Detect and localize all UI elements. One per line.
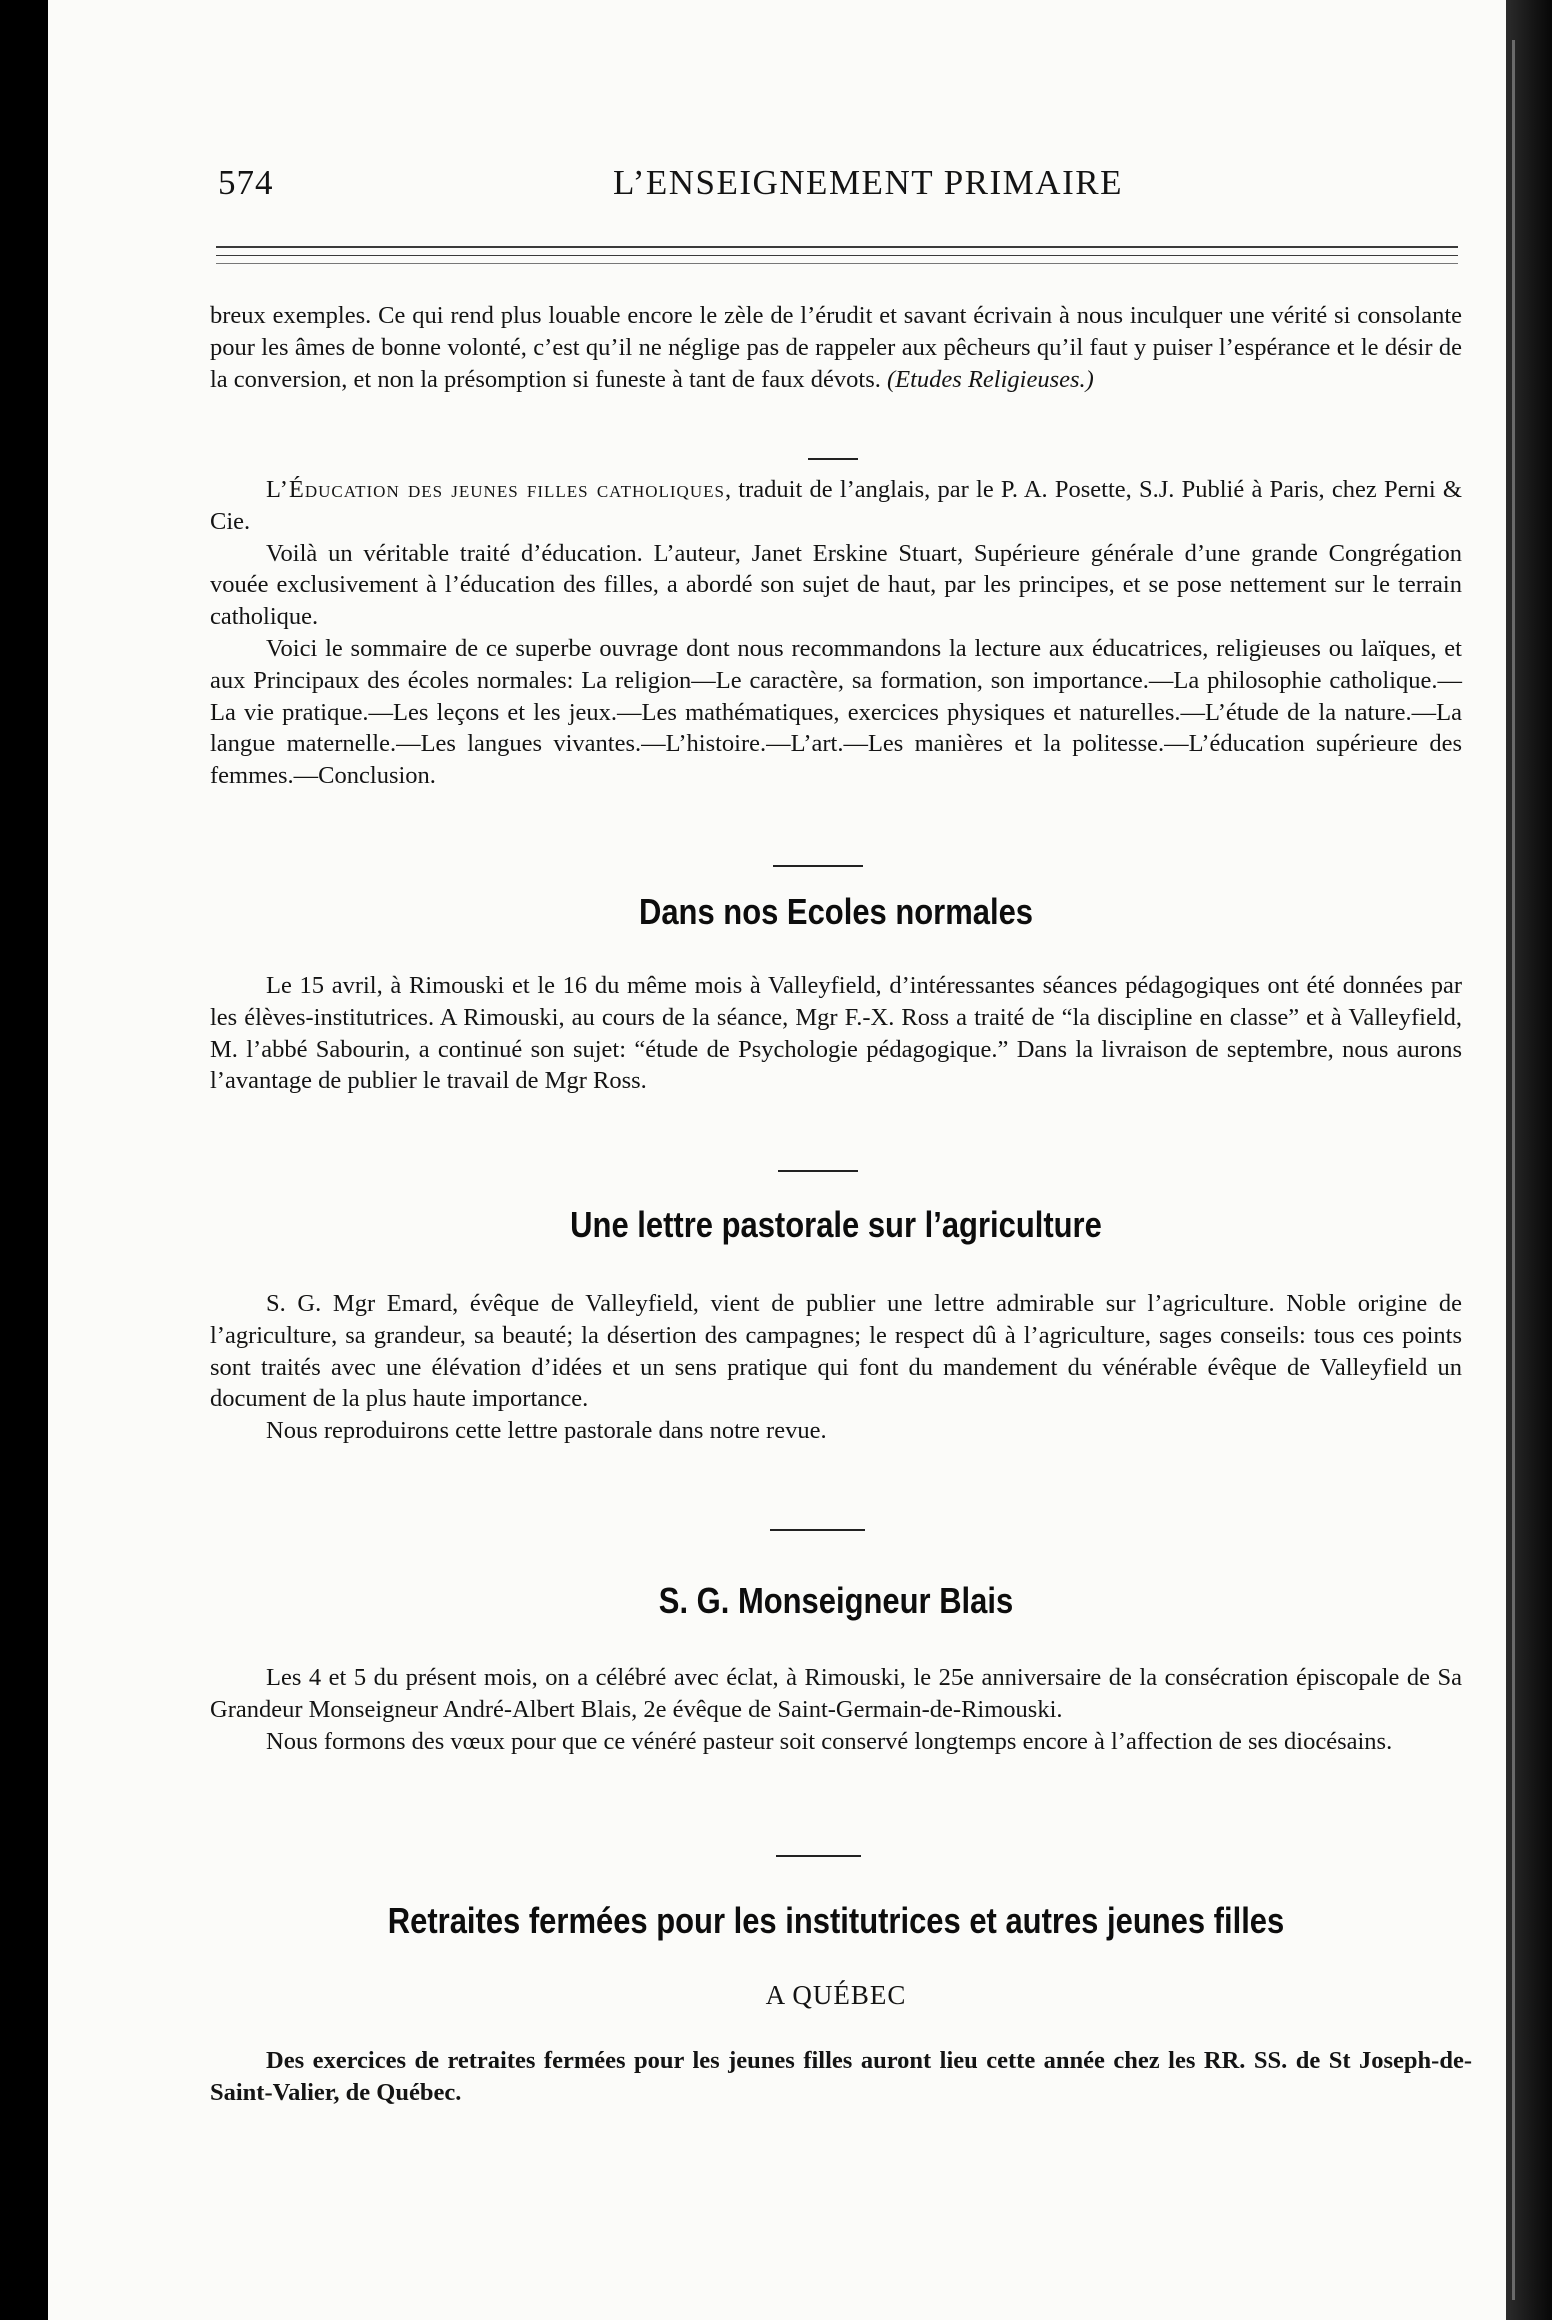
blais-paragraph-2: Nous formons des vœux pour que ce vénéré pasteur soit conservé longtemps encore à l’affection de ses diocésains. bbox=[266, 1727, 1393, 1755]
book-review-paragraph-1: Voilà un véritable traité d’éducation. L’auteur, Janet Erskine Stuart, Supérieure générale d’une grande Congrégation vouée exclusivement à l’éducation des filles, a abordé son sujet de haut, par les principes, et se pose nettement sur le terrain catholique. bbox=[210, 539, 1462, 631]
section-divider bbox=[770, 1529, 865, 1531]
lettre-paragraph-2: Nous reproduirons cette lettre pastorale dans notre revue. bbox=[266, 1417, 827, 1445]
book-intro: , traduit de l’anglais, par le P. A. Posette, S.J. Publié à Paris, chez Perni & Cie. bbox=[210, 476, 1462, 535]
book-review bbox=[210, 474, 1462, 792]
header-rule-thin bbox=[216, 263, 1458, 264]
header-rule bbox=[216, 246, 1458, 256]
section-lettre-body bbox=[210, 1288, 1462, 1447]
heading-ecoles-normales: Dans nos Ecoles normales bbox=[638, 891, 1034, 932]
heading-retraites-fermees: Retraites fermées pour les institutrices et autres jeunes filles bbox=[387, 1900, 1285, 1941]
retraites-paragraph: Des exercices de retraites fermées pour les jeunes filles auront lieu cette année chez les RR. SS. de St Joseph-de-Saint-Valier, de Québec. bbox=[210, 2047, 1472, 2106]
page-header bbox=[218, 163, 1458, 209]
section-retraites-body bbox=[210, 2045, 1472, 2109]
section-ecoles-body bbox=[210, 970, 1462, 1097]
running-title: L’ENSEIGNEMENT PRIMAIRE bbox=[613, 163, 1123, 202]
section-blais-body bbox=[210, 1662, 1462, 1757]
section-divider bbox=[773, 865, 863, 867]
book-review-paragraph-2: Voici le sommaire de ce superbe ouvrage dont nous recommandons la lecture aux éducatrices, religieuses ou laïques, et aux Principaux des écoles normales: La religion—Le caractère, sa formation, son importance.—La philosophie catholique.—La vie pratique.—Les leçons et les jeux.—Les mathématiques, exercices physiques et naturelles.—L’étude de la nature.—La langue maternelle.—Les langues vivantes.—L’histoire.—L’art.—Les manières et la politesse.—L’éducation supérieure des femmes.—Conclusion. bbox=[210, 634, 1462, 790]
section-divider bbox=[776, 1855, 861, 1857]
section-divider bbox=[778, 1170, 858, 1172]
heading-lettre-pastorale: Une lettre pastorale sur l’agriculture bbox=[570, 1204, 1102, 1245]
subheading-a-quebec: A QUÉBEC bbox=[765, 1980, 907, 2010]
page-number: 574 bbox=[218, 163, 274, 202]
book-title: L’Éducation des jeunes filles catholiques bbox=[266, 476, 725, 503]
review-source: (Etudes Religieuses.) bbox=[886, 365, 1094, 393]
heading-monseigneur-blais: S. G. Monseigneur Blais bbox=[658, 1580, 1014, 1621]
lettre-paragraph-1: S. G. Mgr Emard, évêque de Valleyfield, vient de publier une lettre admirable sur l’agriculture. Noble origine de l’agriculture, sa grandeur, sa beauté; la désertion des campagnes; le respect dû à l’agriculture, sages conseils: tous ces points sont traités avec une élévation d’idées et un sens pratique qui font du mandement du vénérable évêque de Valleyfield un document de la plus haute importance. bbox=[210, 1290, 1462, 1413]
ecoles-paragraph: Le 15 avril, à Rimouski et le 16 du même mois à Valleyfield, d’intéressantes séances pédagogiques ont été données par les élèves-institutrices. A Rimouski, au cours de la séance, Mgr F.-X. Ross a traité de “la discipline en classe” et à Valleyfield, M. l’abbé Sabourin, a continué son sujet: “étude de Psychologie pédagogique.” Dans la livraison de septembre, nous aurons l’avantage de publier le travail de Mgr Ross. bbox=[210, 972, 1462, 1095]
review-continuation-text: breux exemples. Ce qui rend plus louable encore le zèle de l’érudit et savant écrivain à nous inculquer une vérité si consolante pour les âmes de bonne volonté, c’est qu’il ne néglige pas de rappeler aux pêcheurs qu’il faut y puiser l’espérance et le désir de la conversion, et non la présomption si funeste à tant de faux dévots. bbox=[210, 302, 1462, 393]
blais-paragraph-1: Les 4 et 5 du présent mois, on a célébré avec éclat, à Rimouski, le 25e anniversaire de la consécration épiscopale de Sa Grandeur Monseigneur André-Albert Blais, 2e évêque de Saint-Germain-de-Rimouski. bbox=[210, 1664, 1462, 1723]
scan-border bbox=[1506, 0, 1552, 2320]
section-divider bbox=[808, 458, 858, 460]
scanned-page bbox=[48, 0, 1506, 2320]
review-continuation bbox=[210, 300, 1462, 395]
